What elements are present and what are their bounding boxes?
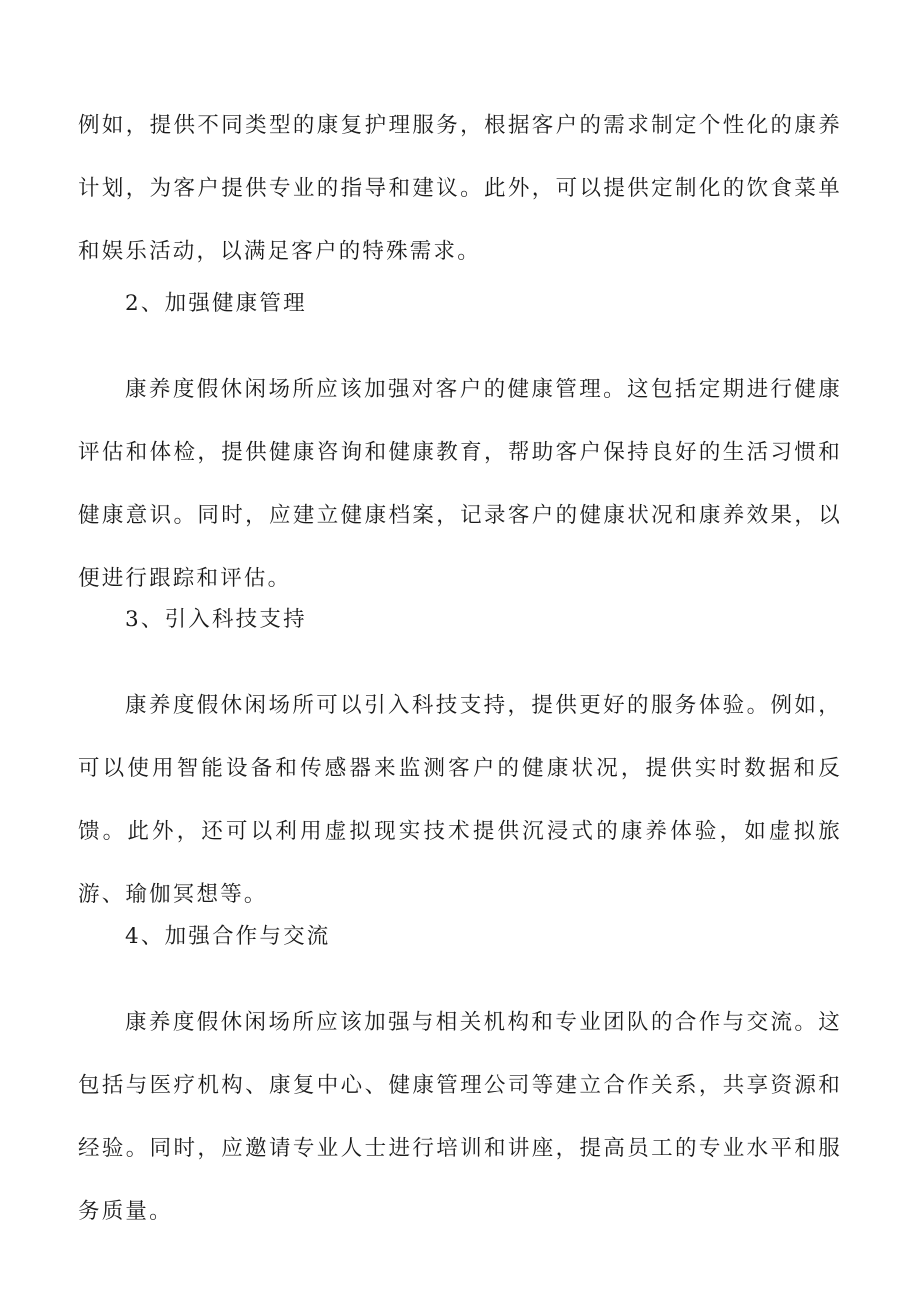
section-2-body: 康养度假休闲场所应该加强对客户的健康管理。这包括定期进行健康评估和体检，提供健康咨询和健康教育，帮助客户保持良好的生活习惯和健康意识。同时，应建立健康档案，记录客户的健康状况和康养效果，以便进行跟踪和评估。 xyxy=(78,377,842,591)
section-4-heading: 4、加强合作与交流 xyxy=(125,924,331,949)
section-4-body: 康养度假休闲场所应该加强与相关机构和专业团队的合作与交流。这包括与医疗机构、康复中心、健康管理公司等建立合作关系，共享资源和经验。同时，应邀请专业人士进行培训和讲座，提高员工的专业水平和服务质量。 xyxy=(78,1010,842,1224)
section-3-body: 康养度假休闲场所可以引入科技支持，提供更好的服务体验。例如，可以使用智能设备和传感器来监测客户的健康状况，提供实时数据和反馈。此外，还可以利用虚拟现实技术提供沉浸式的康养体验，如虚拟旅游、瑜伽冥想等。 xyxy=(78,693,842,907)
paragraph-intro: 例如，提供不同类型的康复护理服务，根据客户的需求制定个性化的康养计划，为客户提供专业的指导和建议。此外，可以提供定制化的饮食菜单和娱乐活动，以满足客户的特殊需求。 xyxy=(78,113,842,264)
section-3-heading: 3、引入科技支持 xyxy=(125,607,307,632)
section-2-heading: 2、加强健康管理 xyxy=(125,291,307,316)
